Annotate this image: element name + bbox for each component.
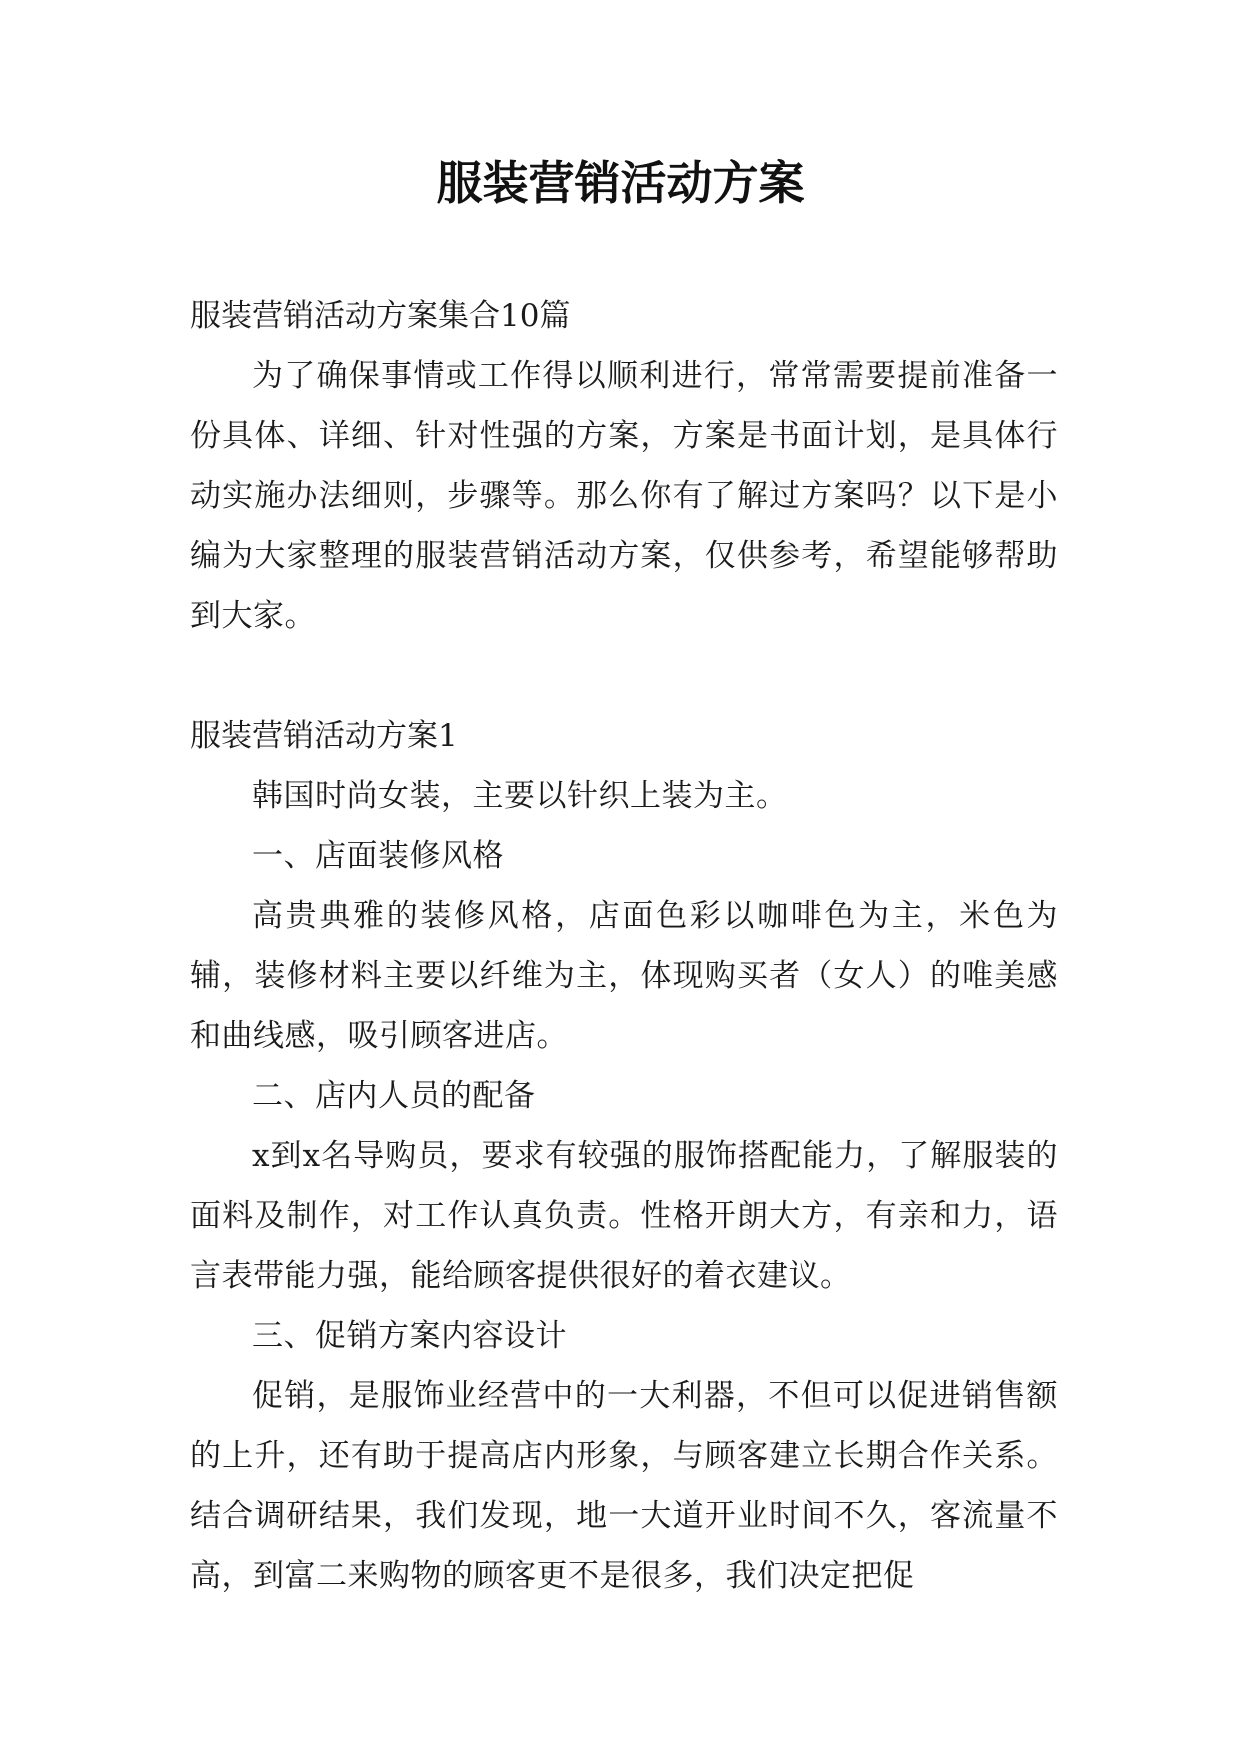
collection-heading: 服装营销活动方案集合10篇 xyxy=(190,298,571,334)
subheading-staffing: 二、店内人员的配备 xyxy=(252,1078,536,1114)
intro-paragraph: 为了确保事情或工作得以顺利进行，常常需要提前准备一份具体、详细、针对性强的方案，方案是书面计划，是具体行动实施办法细则，步骤等。那么你有了解过方案吗？以下是小编为大家整理的服装营销活动方案，仅供参考，希望能够帮助到大家。 xyxy=(190,358,1058,634)
section-gap xyxy=(190,646,1058,706)
document-title: 服装营销活动方案 xyxy=(436,156,805,210)
section-paragraph-staffing: x到x名导购员，要求有较强的服饰搭配能力，了解服装的面料及制作，对工作认真负责。性格开朗大方，有亲和力，语言表带能力强，能给顾客提供很好的着衣建议。 xyxy=(190,1138,1058,1294)
section-heading: 服装营销活动方案1 xyxy=(190,718,458,754)
section-paragraph-1: 韩国时尚女装，主要以针织上装为主。 xyxy=(252,778,788,814)
section-paragraph-promotion: 促销，是服饰业经营中的一大利器，不但可以促进销售额的上升，还有助于提高店内形象，与顾客建立长期合作关系。结合调研结果，我们发现，地一大道开业时间不久，客流量不高，到富二来购物的顾客更不是很多，我们决定把促 xyxy=(190,1378,1058,1594)
subheading-decoration: 一、店面装修风格 xyxy=(252,838,504,874)
subheading-promotion: 三、促销方案内容设计 xyxy=(252,1318,567,1354)
section-paragraph-decoration: 高贵典雅的装修风格，店面色彩以咖啡色为主，米色为辅，装修材料主要以纤维为主，体现购买者（女人）的唯美感和曲线感，吸引顾客进店。 xyxy=(190,898,1058,1054)
document-body xyxy=(190,286,1058,1606)
